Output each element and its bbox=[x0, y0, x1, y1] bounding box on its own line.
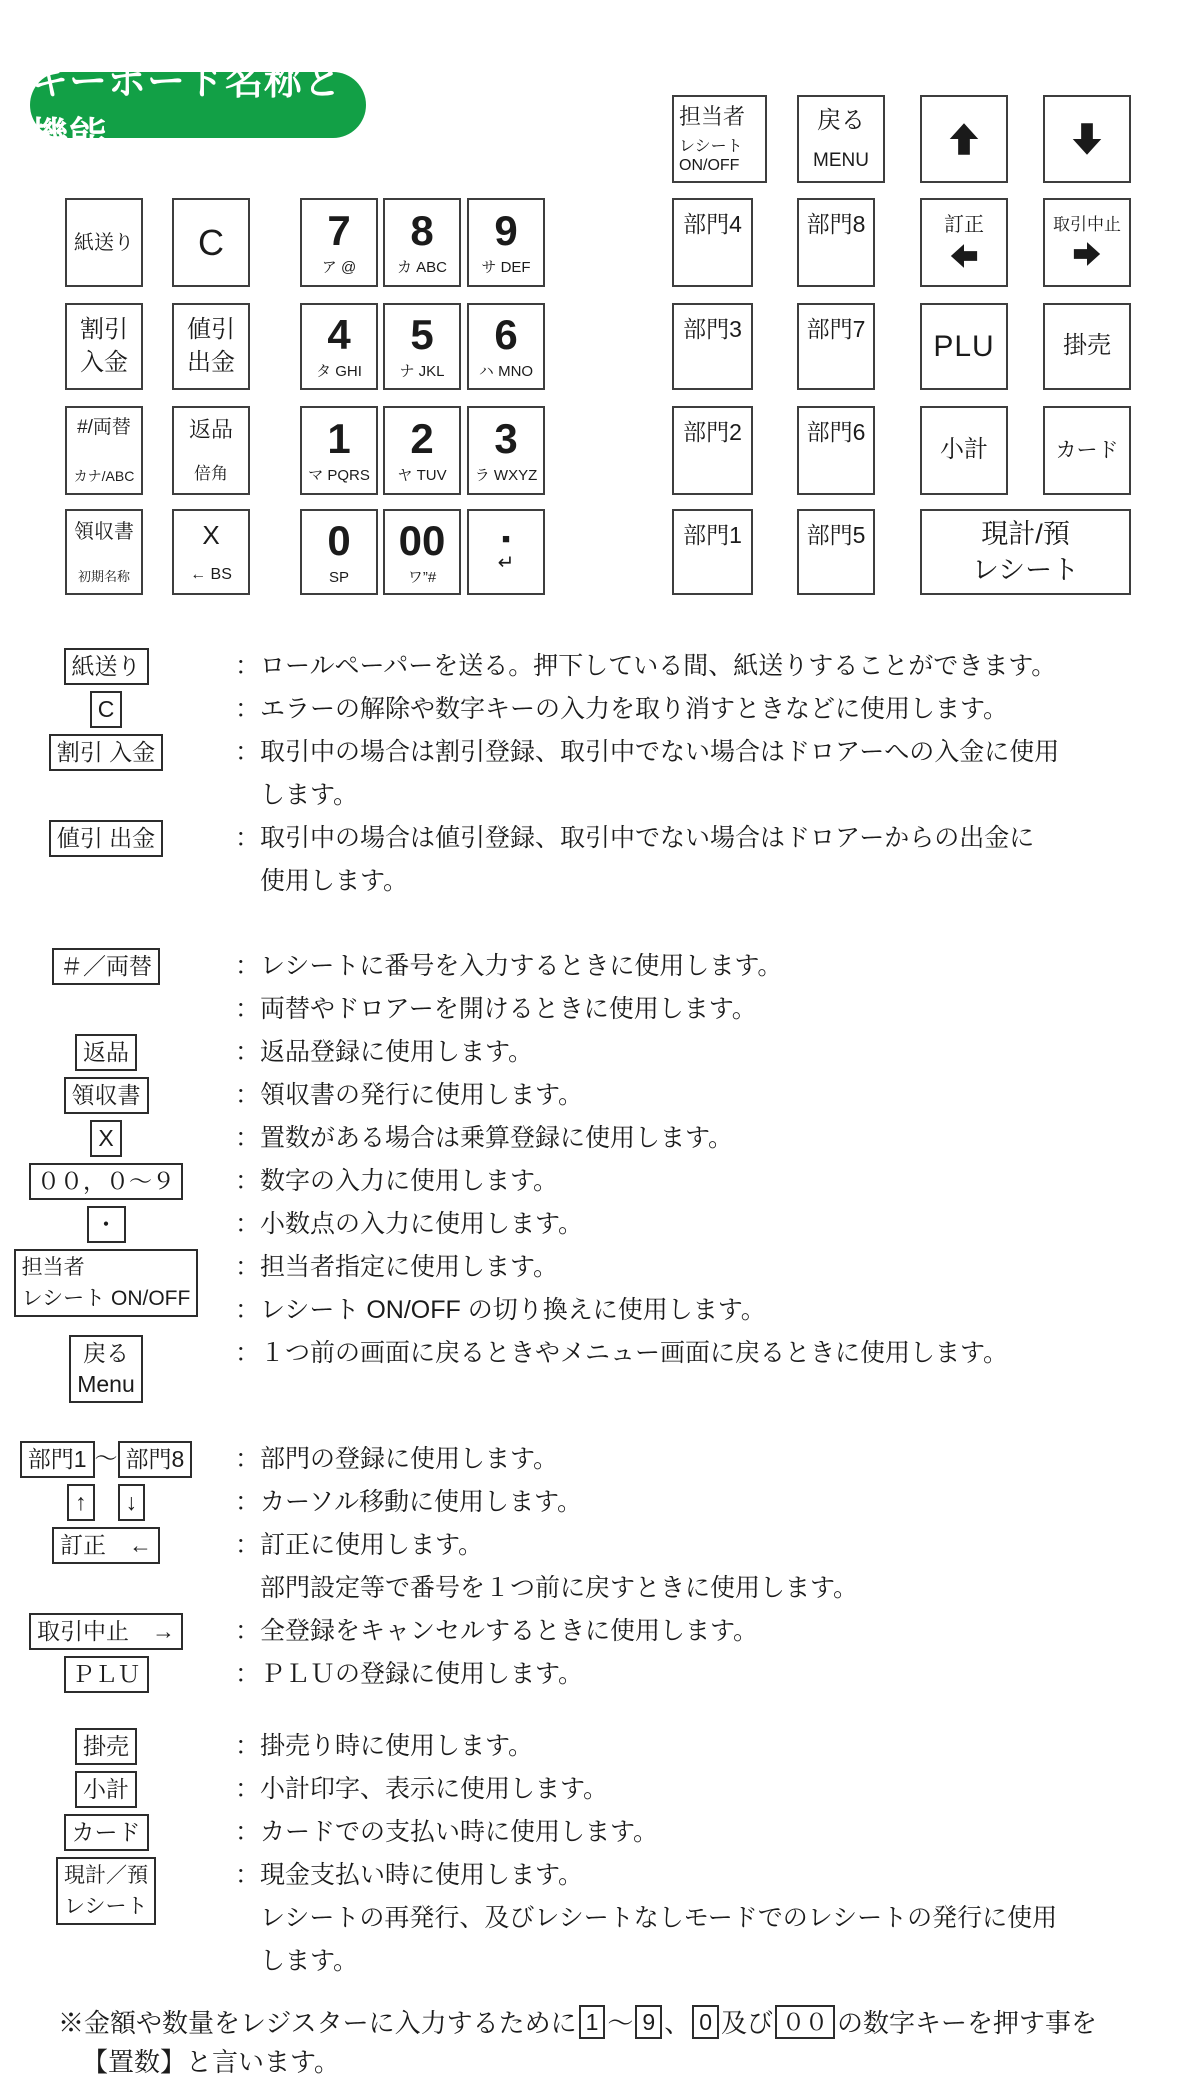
desc-row-cancel-transaction bbox=[0, 1610, 1200, 1653]
desc-line: ：ＰＬＵの登録に使用します。 bbox=[235, 1660, 584, 1688]
desc-line: ：訂正に使用します。 bbox=[235, 1531, 484, 1559]
desc-key-departments bbox=[0, 1438, 212, 1478]
desc-row-numeric-keys bbox=[0, 1160, 1200, 1203]
desc-text-receipt-issue bbox=[212, 1074, 1200, 1117]
desc-key-numeric-keys bbox=[0, 1160, 212, 1200]
key-box: X bbox=[90, 1120, 121, 1157]
desc-line: ：レシートに番号を入力するときに使用します。 bbox=[235, 952, 783, 980]
key-box: カード bbox=[64, 1814, 149, 1851]
desc-row-cursor-keys bbox=[0, 1481, 1200, 1524]
desc-line: ：担当者指定に使用します。 bbox=[235, 1253, 559, 1281]
desc-text-cancel-transaction bbox=[212, 1610, 1200, 1653]
dept-2-key: 部門2 bbox=[672, 406, 753, 495]
desc-line: 使用します。 bbox=[235, 867, 409, 895]
key-box: 部門8 bbox=[118, 1441, 193, 1478]
right-block-arrow-icon bbox=[1072, 239, 1102, 269]
footnote-key-box: 9 bbox=[635, 2005, 662, 2039]
desc-text-subtotal bbox=[212, 1768, 1200, 1811]
desc-text-plu bbox=[212, 1653, 1200, 1696]
desc-line: ：取引中の場合は値引登録、取引中でない場合はドロアーからの出金に bbox=[235, 824, 1035, 852]
desc-key-card bbox=[0, 1811, 212, 1851]
correction-key: 訂正 bbox=[920, 198, 1008, 287]
desc-key-markdown-withdrawal bbox=[0, 817, 212, 857]
desc-line: ：部門の登録に使用します。 bbox=[235, 1445, 559, 1473]
desc-line: ：数字の入力に使用します。 bbox=[235, 1167, 559, 1195]
desc-key-credit-sale bbox=[0, 1725, 212, 1765]
desc-row-staff bbox=[0, 1246, 1200, 1332]
desc-text-departments bbox=[212, 1438, 1200, 1481]
key-box: 小計 bbox=[75, 1771, 137, 1808]
key-box: 訂正 ← bbox=[52, 1527, 160, 1564]
key-box: ＃／両替 bbox=[52, 948, 160, 985]
desc-key-multiply bbox=[0, 1117, 212, 1157]
desc-row-departments bbox=[0, 1438, 1200, 1481]
desc-key-staff bbox=[0, 1246, 212, 1317]
desc-key-discount-deposit bbox=[0, 731, 212, 771]
desc-row-correction bbox=[0, 1524, 1200, 1610]
desc-key-hash-exchange bbox=[0, 945, 212, 985]
key-box: 現計／預 レシート bbox=[56, 1857, 156, 1925]
dept-8-key: 部門8 bbox=[797, 198, 875, 287]
footnote-key-box: ００ bbox=[775, 2005, 835, 2039]
num-8-key: 8 カ ABC bbox=[383, 198, 461, 287]
footnote-key-box: 0 bbox=[692, 2005, 719, 2039]
footnote bbox=[0, 2003, 1200, 2081]
desc-key-receipt-issue bbox=[0, 1074, 212, 1114]
desc-row-hash-exchange bbox=[0, 945, 1200, 1031]
desc-line: ：小計印字、表示に使用します。 bbox=[235, 1775, 609, 1803]
key-box: 割引 入金 bbox=[49, 734, 163, 771]
footnote-text: ～ bbox=[607, 2008, 634, 2038]
desc-text-back-menu bbox=[212, 1332, 1200, 1375]
key-box: ↑ bbox=[67, 1484, 95, 1521]
desc-line: ：カードでの支払い時に使用します。 bbox=[235, 1818, 659, 1846]
num-00-key: 00 ワ”# bbox=[383, 509, 461, 595]
num-7-key: 7 ア @ bbox=[300, 198, 378, 287]
card-key: カード bbox=[1043, 406, 1131, 495]
dept-5-key: 部門5 bbox=[797, 509, 875, 595]
desc-key-plu bbox=[0, 1653, 212, 1693]
keyboard-section bbox=[0, 0, 1200, 620]
desc-row-decimal bbox=[0, 1203, 1200, 1246]
num-1-key: 1 マ PQRS bbox=[300, 406, 378, 495]
dept-4-key: 部門4 bbox=[672, 198, 753, 287]
desc-row-back-menu bbox=[0, 1332, 1200, 1418]
footnote-text: ※金額や数量をレジスターに入力するために bbox=[58, 2008, 577, 2038]
left-block-arrow-icon bbox=[949, 241, 979, 271]
num-5-key: 5 ナ JKL bbox=[383, 303, 461, 390]
desc-key-correction bbox=[0, 1524, 212, 1564]
desc-line: ：両替やドロアーを開けるときに使用します。 bbox=[235, 995, 757, 1023]
num-6-key: 6 ハ MNO bbox=[467, 303, 545, 390]
num-3-key: 3 ラ WXYZ bbox=[467, 406, 545, 495]
desc-line: ：レシート ON/OFF の切り換えに使用します。 bbox=[235, 1296, 766, 1324]
desc-text-markdown-withdrawal bbox=[212, 817, 1200, 903]
up-block-arrow-icon bbox=[946, 121, 982, 157]
desc-line: ：掛売り時に使用します。 bbox=[235, 1732, 534, 1760]
desc-row-discount-deposit bbox=[0, 731, 1200, 817]
desc-row-subtotal bbox=[0, 1768, 1200, 1811]
desc-line: ：小数点の入力に使用します。 bbox=[235, 1210, 584, 1238]
desc-key-paper-feed bbox=[0, 645, 212, 685]
key-box: ・ bbox=[87, 1206, 126, 1243]
plu-key: PLU bbox=[920, 303, 1008, 390]
num-4-key: 4 タ GHI bbox=[300, 303, 378, 390]
desc-line: ：１つ前の画面に戻るときやメニュー画面に戻るときに使用します。 bbox=[235, 1339, 1009, 1367]
desc-text-decimal bbox=[212, 1203, 1200, 1246]
desc-row-cash-total bbox=[0, 1854, 1200, 1983]
cursor-down-key bbox=[1043, 95, 1131, 183]
desc-text-clear bbox=[212, 688, 1200, 731]
footnote-key-box: 1 bbox=[579, 2005, 606, 2039]
desc-text-staff bbox=[212, 1246, 1200, 1332]
desc-row-multiply bbox=[0, 1117, 1200, 1160]
desc-line: ：置数がある場合は乗算登録に使用します。 bbox=[235, 1124, 734, 1152]
desc-line: ：エラーの解除や数字キーの入力を取り消すときなどに使用します。 bbox=[235, 695, 1009, 723]
dept-7-key: 部門7 bbox=[797, 303, 875, 390]
desc-text-numeric-keys bbox=[212, 1160, 1200, 1203]
desc-text-credit-sale bbox=[212, 1725, 1200, 1768]
key-box: C bbox=[90, 691, 123, 728]
desc-key-decimal bbox=[0, 1203, 212, 1243]
desc-row-paper-feed bbox=[0, 645, 1200, 688]
markdown-withdrawal-key: 値引 出金 bbox=[172, 303, 250, 390]
clear-key: C bbox=[172, 198, 250, 287]
credit-sale-key: 掛売 bbox=[1043, 303, 1131, 390]
receipt-issue-key: 領収書 初期名称 bbox=[65, 509, 143, 595]
desc-key-return bbox=[0, 1031, 212, 1071]
desc-key-cancel-transaction bbox=[0, 1610, 212, 1650]
hash-exchange-key: #/両替 カナ/ABC bbox=[65, 406, 143, 495]
cursor-up-key bbox=[920, 95, 1008, 183]
desc-text-discount-deposit bbox=[212, 731, 1200, 817]
key-box: 返品 bbox=[75, 1034, 137, 1071]
footnote-text: の数字キーを押す事を bbox=[837, 2008, 1098, 2038]
subtotal-key: 小計 bbox=[920, 406, 1008, 495]
key-box: ↓ bbox=[118, 1484, 146, 1521]
key-box: 担当者 レシート ON/OFF bbox=[14, 1249, 199, 1317]
key-box: 戻る Menu bbox=[69, 1335, 143, 1403]
description-list bbox=[0, 645, 1200, 1983]
section-title-badge bbox=[30, 61, 366, 158]
desc-line: ：取引中の場合は割引登録、取引中でない場合はドロアーへの入金に使用 bbox=[235, 738, 1060, 766]
desc-row-plu bbox=[0, 1653, 1200, 1696]
desc-line: 部門設定等で番号を１つ前に戻すときに使用します。 bbox=[235, 1574, 859, 1602]
num-9-key: 9 サ DEF bbox=[467, 198, 545, 287]
desc-row-credit-sale bbox=[0, 1725, 1200, 1768]
desc-text-multiply bbox=[212, 1117, 1200, 1160]
key-range-separator bbox=[95, 1484, 118, 1519]
desc-key-cursor-keys bbox=[0, 1481, 212, 1521]
desc-line: ：現金支払い時に使用します。 bbox=[235, 1861, 584, 1889]
desc-text-card bbox=[212, 1811, 1200, 1854]
dept-1-key: 部門1 bbox=[672, 509, 753, 595]
desc-line: します。 bbox=[235, 781, 359, 809]
footnote-line1 bbox=[58, 2003, 1200, 2043]
cash-total-key: 現計/預 レシート bbox=[920, 509, 1131, 595]
desc-text-cursor-keys bbox=[212, 1481, 1200, 1524]
key-box: ００，０～９ bbox=[29, 1163, 183, 1200]
desc-line: レシートの再発行、及びレシートなしモードでのレシートの発行に使用 bbox=[235, 1904, 1058, 1932]
desc-text-hash-exchange bbox=[212, 945, 1200, 1031]
multiply-key: X ← BS bbox=[172, 509, 250, 595]
back-menu-key: 戻る MENU bbox=[797, 95, 885, 183]
desc-line: します。 bbox=[235, 1947, 359, 1975]
desc-row-return bbox=[0, 1031, 1200, 1074]
desc-row-markdown-withdrawal bbox=[0, 817, 1200, 903]
desc-text-cash-total bbox=[212, 1854, 1200, 1983]
footnote-line2: 【置数】と言います。 bbox=[82, 2047, 340, 2077]
desc-text-correction bbox=[212, 1524, 1200, 1610]
desc-text-paper-feed bbox=[212, 645, 1200, 688]
down-block-arrow-icon bbox=[1069, 121, 1105, 157]
desc-line: ：返品登録に使用します。 bbox=[235, 1038, 534, 1066]
num-2-key: 2 ヤ TUV bbox=[383, 406, 461, 495]
dept-6-key: 部門6 bbox=[797, 406, 875, 495]
staff-key: 担当者 レシート ON/OFF bbox=[672, 95, 767, 183]
key-range-separator: ～ bbox=[94, 1445, 118, 1471]
dept-3-key: 部門3 bbox=[672, 303, 753, 390]
desc-line: ：カーソル移動に使用します。 bbox=[235, 1488, 583, 1516]
section-title: キーボード名称と機能 bbox=[30, 61, 343, 158]
key-box: 部門1 bbox=[20, 1441, 95, 1478]
key-box: ＰＬＵ bbox=[64, 1656, 149, 1693]
desc-line: ：ロールペーパーを送る。押下している間、紙送りすることができます。 bbox=[235, 652, 1057, 680]
footnote-text: 及び bbox=[721, 2008, 774, 2038]
paper-feed-key: 紙送り bbox=[65, 198, 143, 287]
desc-line: ：全登録をキャンセルするときに使用します。 bbox=[235, 1617, 759, 1645]
num-0-key: 0 SP bbox=[300, 509, 378, 595]
desc-key-back-menu bbox=[0, 1332, 212, 1403]
key-box: 取引中止 → bbox=[29, 1613, 183, 1650]
desc-row-card bbox=[0, 1811, 1200, 1854]
key-box: 領収書 bbox=[64, 1077, 149, 1114]
decimal-key: ■ ↵ bbox=[467, 509, 545, 595]
desc-key-subtotal bbox=[0, 1768, 212, 1808]
return-key: 返品 倍角 bbox=[172, 406, 250, 495]
desc-text-return bbox=[212, 1031, 1200, 1074]
desc-row-clear bbox=[0, 688, 1200, 731]
key-box: 値引 出金 bbox=[49, 820, 163, 857]
cancel-transaction-key: 取引中止 bbox=[1043, 198, 1131, 287]
key-box: 紙送り bbox=[64, 648, 149, 685]
footnote-text: 、 bbox=[664, 2008, 691, 2038]
desc-key-cash-total bbox=[0, 1854, 212, 1925]
desc-key-clear bbox=[0, 688, 212, 728]
discount-deposit-key: 割引 入金 bbox=[65, 303, 143, 390]
desc-row-receipt-issue bbox=[0, 1074, 1200, 1117]
desc-line: ：領収書の発行に使用します。 bbox=[235, 1081, 584, 1109]
key-box: 掛売 bbox=[75, 1728, 137, 1765]
